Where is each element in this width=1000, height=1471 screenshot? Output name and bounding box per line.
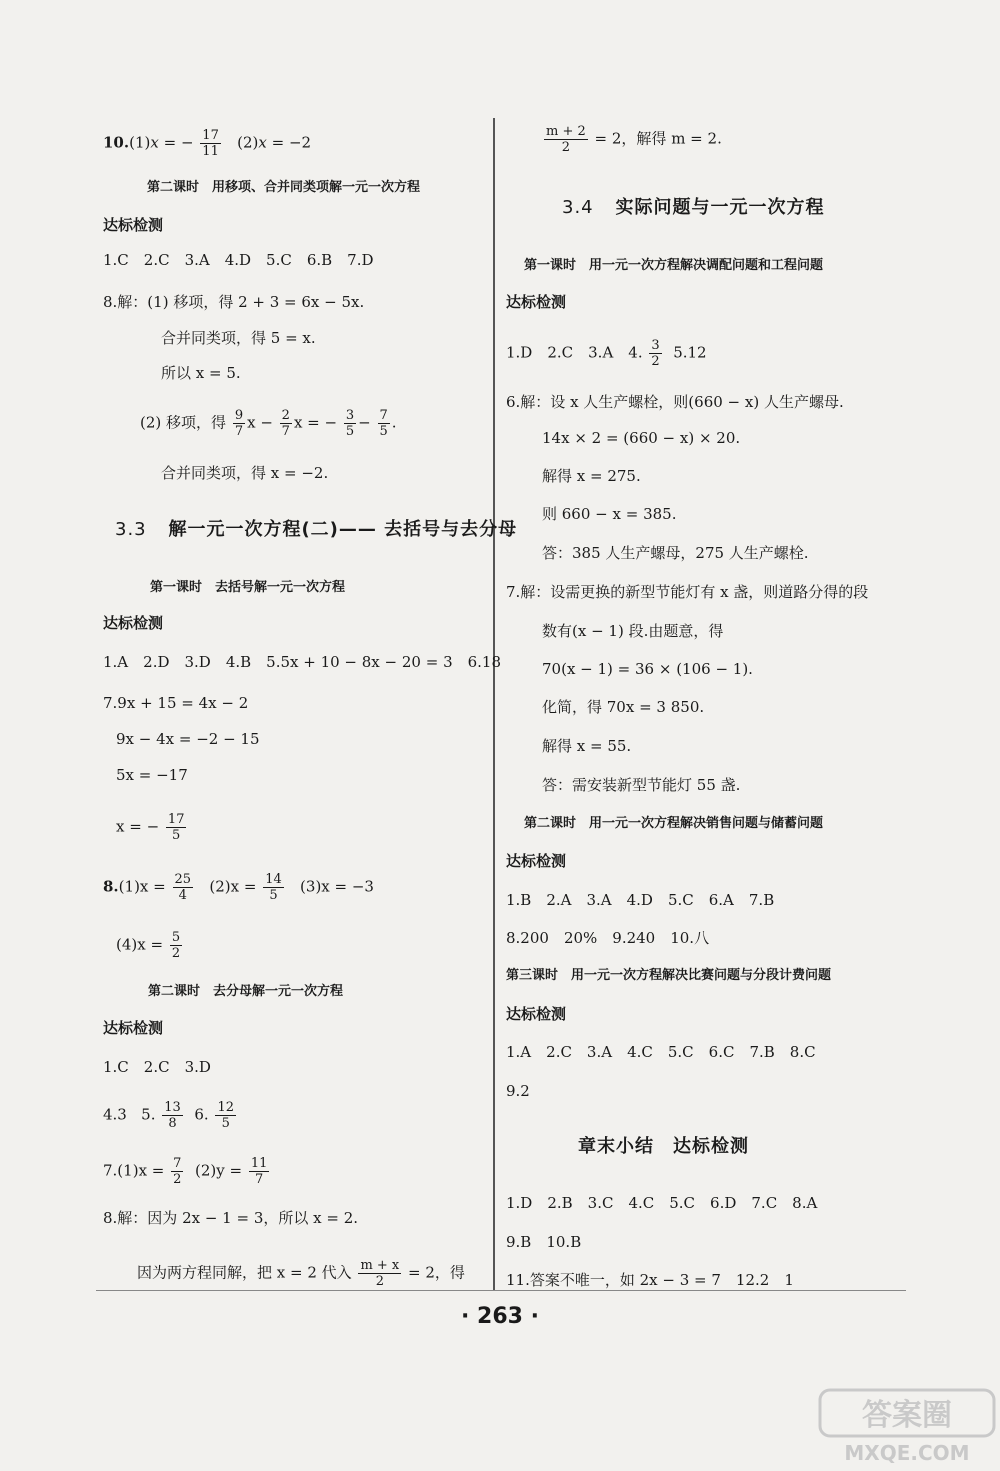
answer-line: 1.D 2.C 3.A 4. $\frac{3}{2}$ 5.12 (506, 338, 707, 369)
answer-line: 1.C 2.C 3.A 4.D 5.C 6.B 7.D (103, 251, 374, 269)
solution-line: 6.解：设 x 人生产螺栓，则(660 − x) 人生产螺母. (506, 393, 844, 411)
answer-line: 1.B 2.A 3.A 4.D 5.C 6.A 7.B (506, 891, 775, 909)
footer-rule (96, 1290, 906, 1291)
watermark-bottom-text: MXQE.COM (844, 1441, 970, 1465)
section-heading: 章末小结 达标检测 (578, 1136, 749, 1157)
solution-line: 则 660 − x = 385. (542, 505, 677, 523)
solution-line: 7.9x + 15 = 4x − 2 (103, 694, 249, 712)
watermark-top-text: 答案圈 (862, 1398, 952, 1433)
solution-line: 70(x − 1) = 36 × (106 − 1). (542, 660, 753, 678)
solution-line: 合并同类项，得 5 = x. (161, 329, 316, 347)
lesson-title: 第一课时 用一元一次方程解决调配问题和工程问题 (524, 258, 824, 273)
answer-line: 8.(1)x = $\frac{25}{4}$ (2)x = $\frac{14}{5}$ (3)x = −3 (103, 872, 374, 903)
answer-line: 4.3 5. $\frac{13}{8}$ 6. $\frac{12}{5}$ (103, 1100, 234, 1131)
solution-line: 5x = −17 (116, 766, 188, 784)
answer-line: 1.A 2.C 3.A 4.C 5.C 6.C 7.B 8.C (506, 1043, 816, 1061)
lesson-title: 第二课时 用移项、合并同类项解一元一次方程 (147, 180, 421, 195)
solution-line: (2) 移项，得 $\frac{9}{7}$ x − $\frac{2}{7}$ x = − $\frac{3}{5}$ − $\frac{7}{5}$ . (140, 408, 397, 439)
answer-10: 10.(1)x = − $\frac{17}{11}$ (2)x = −2 (103, 128, 312, 159)
solution-line: 解得 x = 275. (542, 467, 641, 485)
solution-line: 合并同类项，得 x = −2. (161, 464, 329, 482)
lesson-title: 第三课时 用一元一次方程解决比赛问题与分段计费问题 (506, 968, 832, 983)
column-divider (493, 118, 495, 1290)
solution-line: 解得 x = 55. (542, 737, 632, 755)
solution-line: 答：需安装新型节能灯 55 盏. (542, 776, 741, 794)
lesson-title: 第一课时 去括号解一元一次方程 (150, 580, 346, 595)
section-label: 达标检测 (506, 852, 567, 870)
solution-line: 答：385 人生产螺母，275 人生产螺栓. (542, 544, 809, 562)
answer-line: 8.200 20% 9.240 10.八 (506, 929, 710, 947)
solution-line: 14x × 2 = (660 − x) × 20. (542, 429, 741, 447)
solution-line: 9x − 4x = −2 − 15 (116, 730, 260, 748)
section-label: 达标检测 (103, 216, 164, 234)
answer-line: 7.(1)x = $\frac{7}{2}$ (2)y = $\frac{11}{7}$ (103, 1156, 268, 1187)
section-heading: 3.3 解一元一次方程(二)—— 去括号与去分母 (115, 519, 518, 540)
solution-line: 8.解：(1) 移项，得 2 + 3 = 6x − 5x. (103, 293, 365, 311)
answer-line: 11.答案不唯一，如 2x − 3 = 7 12.2 1 (506, 1271, 794, 1289)
lesson-title: 第二课时 去分母解一元一次方程 (148, 984, 344, 999)
solution-line: 化简，得 70x = 3 850. (542, 698, 705, 716)
section-label: 达标检测 (103, 614, 164, 632)
answer-line: 1.A 2.D 3.D 4.B 5.5x + 10 − 8x − 20 = 3 6.18 (103, 653, 502, 671)
answer-line: 9.2 (506, 1082, 530, 1100)
section-heading: 3.4 实际问题与一元一次方程 (562, 197, 825, 218)
answer-line: 9.B 10.B (506, 1233, 582, 1251)
section-label: 达标检测 (506, 293, 567, 311)
solution-line: 因为两方程同解，把 x = 2 代入 $\frac{m + x}{2}$ = 2，得 (137, 1258, 465, 1289)
answer-line: 1.C 2.C 3.D (103, 1058, 211, 1076)
answer-line: 1.D 2.B 3.C 4.C 5.C 6.D 7.C 8.A (506, 1194, 818, 1212)
answer-line: (4)x = $\frac{5}{2}$ (116, 930, 181, 961)
section-label: 达标检测 (103, 1019, 164, 1037)
solution-line: 8.解：因为 2x − 1 = 3，所以 x = 2. (103, 1209, 359, 1227)
lesson-title: 第二课时 用一元一次方程解决销售问题与储蓄问题 (524, 816, 824, 831)
solution-line: $\frac{m + 2}{2}$ = 2，解得 m = 2. (546, 124, 722, 155)
solution-line: 7.解：设需更换的新型节能灯有 x 盏，则道路分得的段 (506, 583, 869, 601)
watermark-logo (818, 1388, 996, 1466)
solution-line: x = − $\frac{17}{5}$ (116, 812, 185, 843)
solution-line: 数有(x − 1) 段.由题意，得 (542, 622, 724, 640)
section-label: 达标检测 (506, 1005, 567, 1023)
page-number: · 263 · (461, 1304, 539, 1329)
solution-line: 所以 x = 5. (161, 364, 241, 382)
